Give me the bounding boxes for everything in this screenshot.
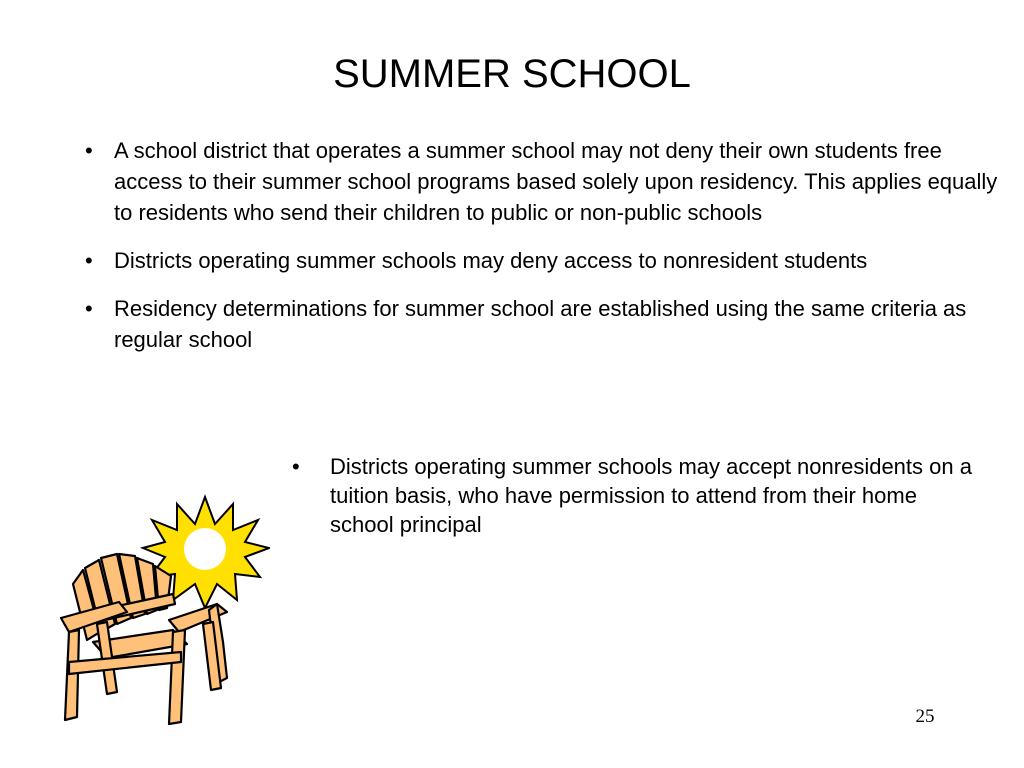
beach-chair-and-sun-icon <box>55 492 270 727</box>
bullet-item <box>85 293 1005 355</box>
sun-core <box>184 528 226 570</box>
bullet-glyph: • <box>85 296 93 321</box>
bullet-item <box>85 135 1005 228</box>
bullet-glyph: • <box>85 248 93 273</box>
bullet-item <box>85 245 1005 276</box>
bullet-glyph: • <box>292 454 300 479</box>
bullet-text: A school district that operates a summer school may not deny their own students free access to their summer school programs based solely upon residency. This applies equally to residents who send their children to public or non-public schools <box>114 138 998 225</box>
bullet-text: Districts operating summer schools may accept nonresidents on a tuition basis, who have permission to attend from their home school principal <box>330 454 972 537</box>
bullet-text: Districts operating summer schools may deny access to nonresident students <box>114 248 868 273</box>
page-number: 25 <box>915 706 935 727</box>
bullet-text: Residency determinations for summer school are established using the same criteria as regular school <box>114 296 967 352</box>
slide-title: SUMMER SCHOOL <box>333 52 691 96</box>
bullet-item <box>292 452 982 539</box>
secondary-bullet-list <box>292 452 982 539</box>
bullet-list <box>85 135 1005 372</box>
bullet-glyph: • <box>85 138 93 163</box>
